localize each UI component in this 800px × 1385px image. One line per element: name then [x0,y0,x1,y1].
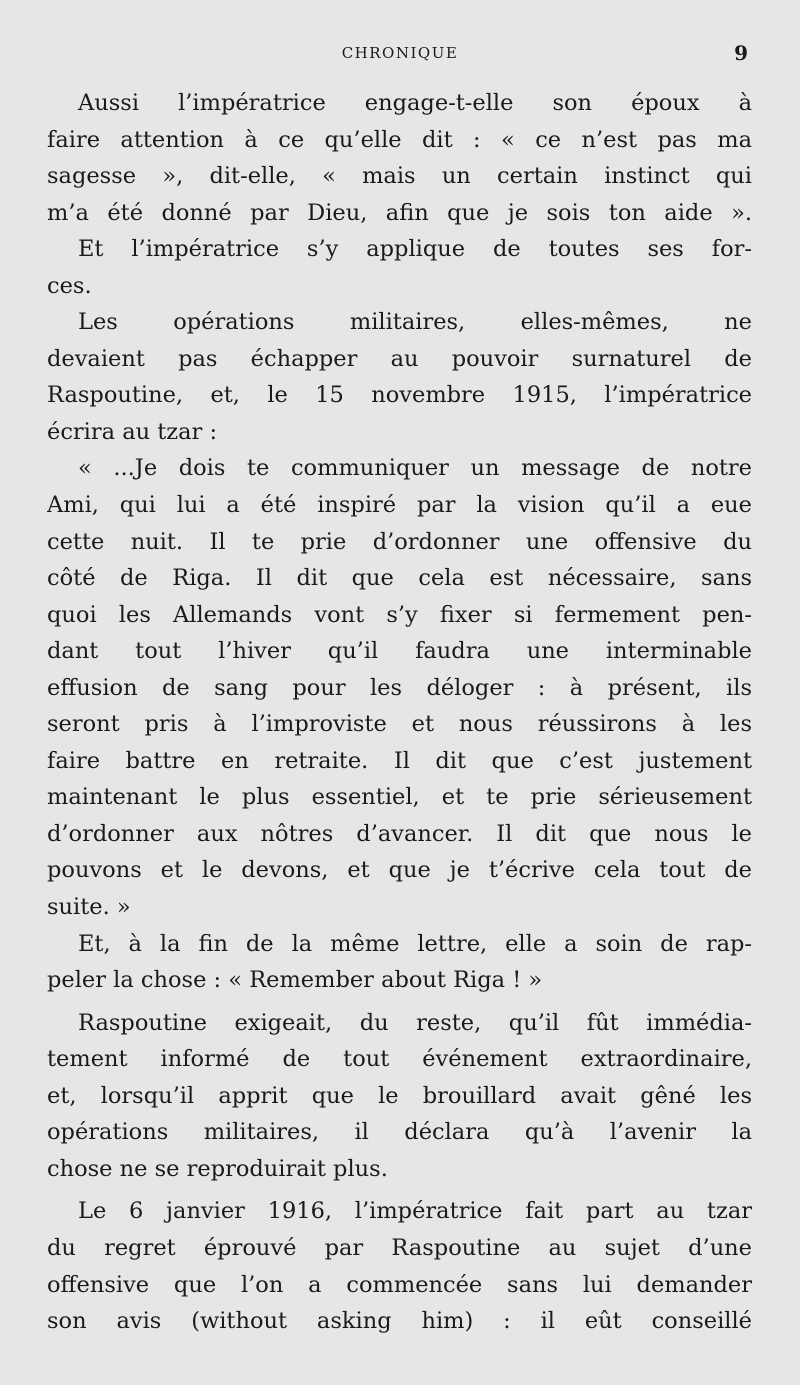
text-line: devaient pas échapper au pouvoir surnaturel de [47,345,752,372]
text-line: tement informé de tout événement extraordinaire, [47,1046,752,1073]
text-line: « ...Je dois te communiquer un message de notre [78,455,752,482]
text-line: Les opérations militaires, elles-mêmes, ne [78,309,752,336]
text-line: écrira au tzar : [47,418,218,445]
body-text [47,85,752,1340]
text-line: Ami, qui lui a été inspiré par la vision qu’il a eue [47,492,752,519]
running-head: CHRONIQUE [341,44,459,62]
text-line: quoi les Allemands vont s’y fixer si fermement pen- [47,601,752,628]
text-line: m’a été donné par Dieu, afin que je sois ton aide ». [47,199,752,226]
text-line: maintenant le plus essentiel, et te prie sérieusement [47,784,752,811]
text-line: faire battre en retraite. Il dit que c’est justement [47,747,752,774]
text-line: ces. [47,272,92,299]
text-line: Et, à la fin de la même lettre, elle a soin de rap- [78,930,752,957]
page-header [0,41,800,70]
text-line: Et l’impératrice s’y applique de toutes ses for- [78,236,752,263]
text-line: cette nuit. Il te prie d’ordonner une offensive du [47,528,752,555]
text-line: peler la chose : « Remember about Riga ! » [47,967,543,994]
text-line: dant tout l’hiver qu’il faudra une interminable [47,638,752,665]
text-line: faire attention à ce qu’elle dit : « ce n’est pas ma [47,126,752,153]
text-line: Raspoutine, et, le 15 novembre 1915, l’impératrice [47,382,752,409]
text-line: côté de Riga. Il dit que cela est nécessaire, sans [47,565,752,592]
text-line: seront pris à l’improviste et nous réussirons à les [47,711,752,738]
text-line: et, lorsqu’il apprit que le brouillard avait gêné les [47,1082,752,1109]
text-line: Raspoutine exigeait, du reste, qu’il fût immédia- [78,1009,752,1036]
page-number: 9 [734,41,748,65]
text-line: Le 6 janvier 1916, l’impératrice fait part au tzar [78,1198,752,1225]
text-line: Aussi l’impératrice engage-t-elle son époux à [78,90,752,116]
text-line: du regret éprouvé par Raspoutine au sujet d’une [47,1234,752,1261]
text-line: sagesse », dit-elle, « mais un certain instinct qui [47,163,752,190]
text-line: effusion de sang pour les déloger : à présent, ils [47,674,752,701]
text-line: offensive que l’on a commencée sans lui demander [47,1271,752,1298]
text-line: pouvons et le devons, et que je t’écrive cela tout de [47,857,752,884]
text-line: opérations militaires, il déclara qu’à l’avenir la [47,1119,752,1146]
text-line: d’ordonner aux nôtres d’avancer. Il dit que nous le [47,820,752,847]
text-line: son avis (without asking him) : il eût conseillé [47,1308,752,1335]
text-line: chose ne se reproduirait plus. [47,1155,388,1182]
text-line: suite. » [47,894,131,921]
